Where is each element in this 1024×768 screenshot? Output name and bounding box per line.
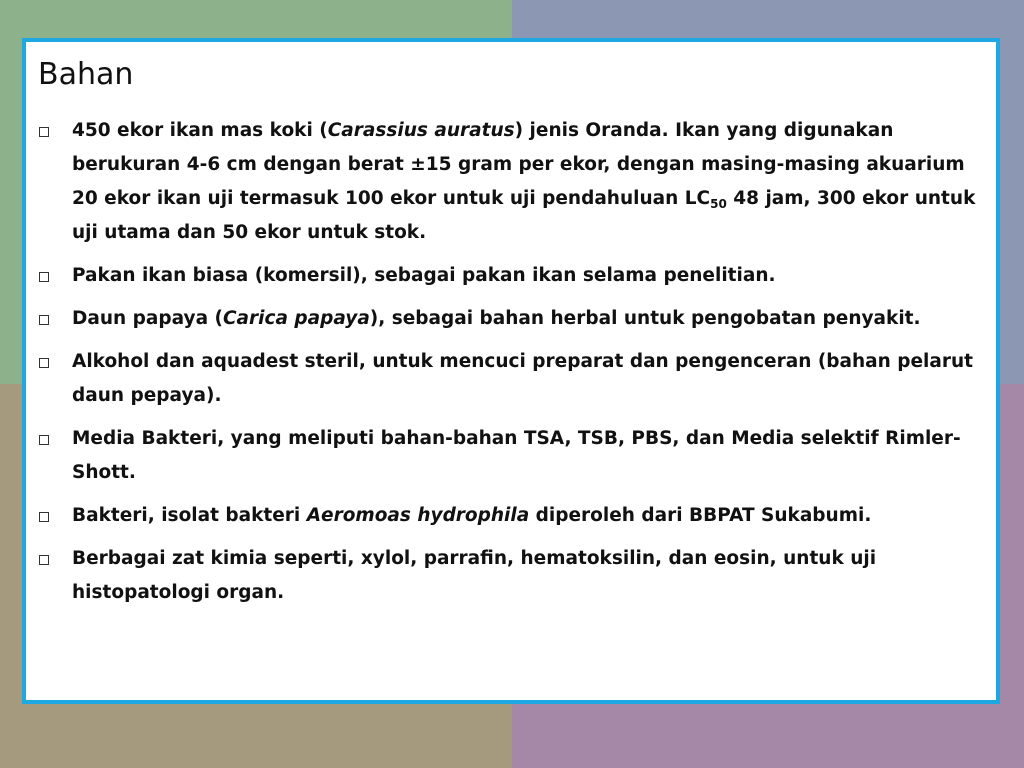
scientific-name: Aeromoas hydrophila: [306, 505, 530, 526]
list-item: [36, 542, 988, 610]
materials-list: [36, 114, 988, 619]
list-item: [36, 422, 988, 490]
item-text: ) jenis Oranda. Ikan yang digunakan berukuran 4-6 cm dengan berat ±15 gram per ekor, dengan masing-masing akuarium 20 ekor ikan uji termasuk 100 ekor untuk uji pendahuluan LC: [72, 120, 965, 209]
square-bullet-icon: [39, 512, 49, 522]
item-text: ), sebagai bahan herbal untuk pengobatan penyakit.: [369, 308, 921, 329]
square-bullet-icon: [39, 127, 49, 137]
slide-content-frame: [22, 38, 1000, 704]
square-bullet-icon: [39, 272, 49, 282]
item-text: Berbagai zat kimia seperti, xylol, parrafin, hematoksilin, dan eosin, untuk uji histopatologi organ.: [72, 548, 877, 603]
square-bullet-icon: [39, 555, 49, 565]
scientific-name: Carassius auratus: [327, 120, 515, 141]
item-text: 48 jam, 300 ekor untuk uji utama dan 50 ekor untuk stok.: [72, 188, 976, 243]
item-text: Alkohol dan aquadest steril, untuk mencuci preparat dan pengenceran (bahan pelarut daun pepaya).: [72, 351, 974, 406]
item-text: Pakan ikan biasa (komersil), sebagai pakan ikan selama penelitian.: [72, 265, 776, 286]
list-item: [36, 259, 988, 293]
item-text: Daun papaya (: [72, 308, 223, 329]
subscript: 50: [710, 197, 727, 211]
list-item: [36, 114, 988, 250]
item-text: 450 ekor ikan mas koki (: [72, 120, 328, 141]
scientific-name: Carica papaya: [222, 308, 370, 329]
item-text: Bakteri, isolat bakteri: [72, 505, 307, 526]
square-bullet-icon: [39, 315, 49, 325]
list-item: [36, 345, 988, 413]
square-bullet-icon: [39, 435, 49, 445]
list-item: [36, 302, 988, 336]
item-text: Media Bakteri, yang meliputi bahan-bahan TSA, TSB, PBS, dan Media selektif Rimler-Shott.: [72, 428, 961, 483]
slide-title: Bahan: [38, 57, 134, 92]
item-text: diperoleh dari BBPAT Sukabumi.: [529, 505, 872, 526]
list-item: [36, 499, 988, 533]
square-bullet-icon: [39, 358, 49, 368]
